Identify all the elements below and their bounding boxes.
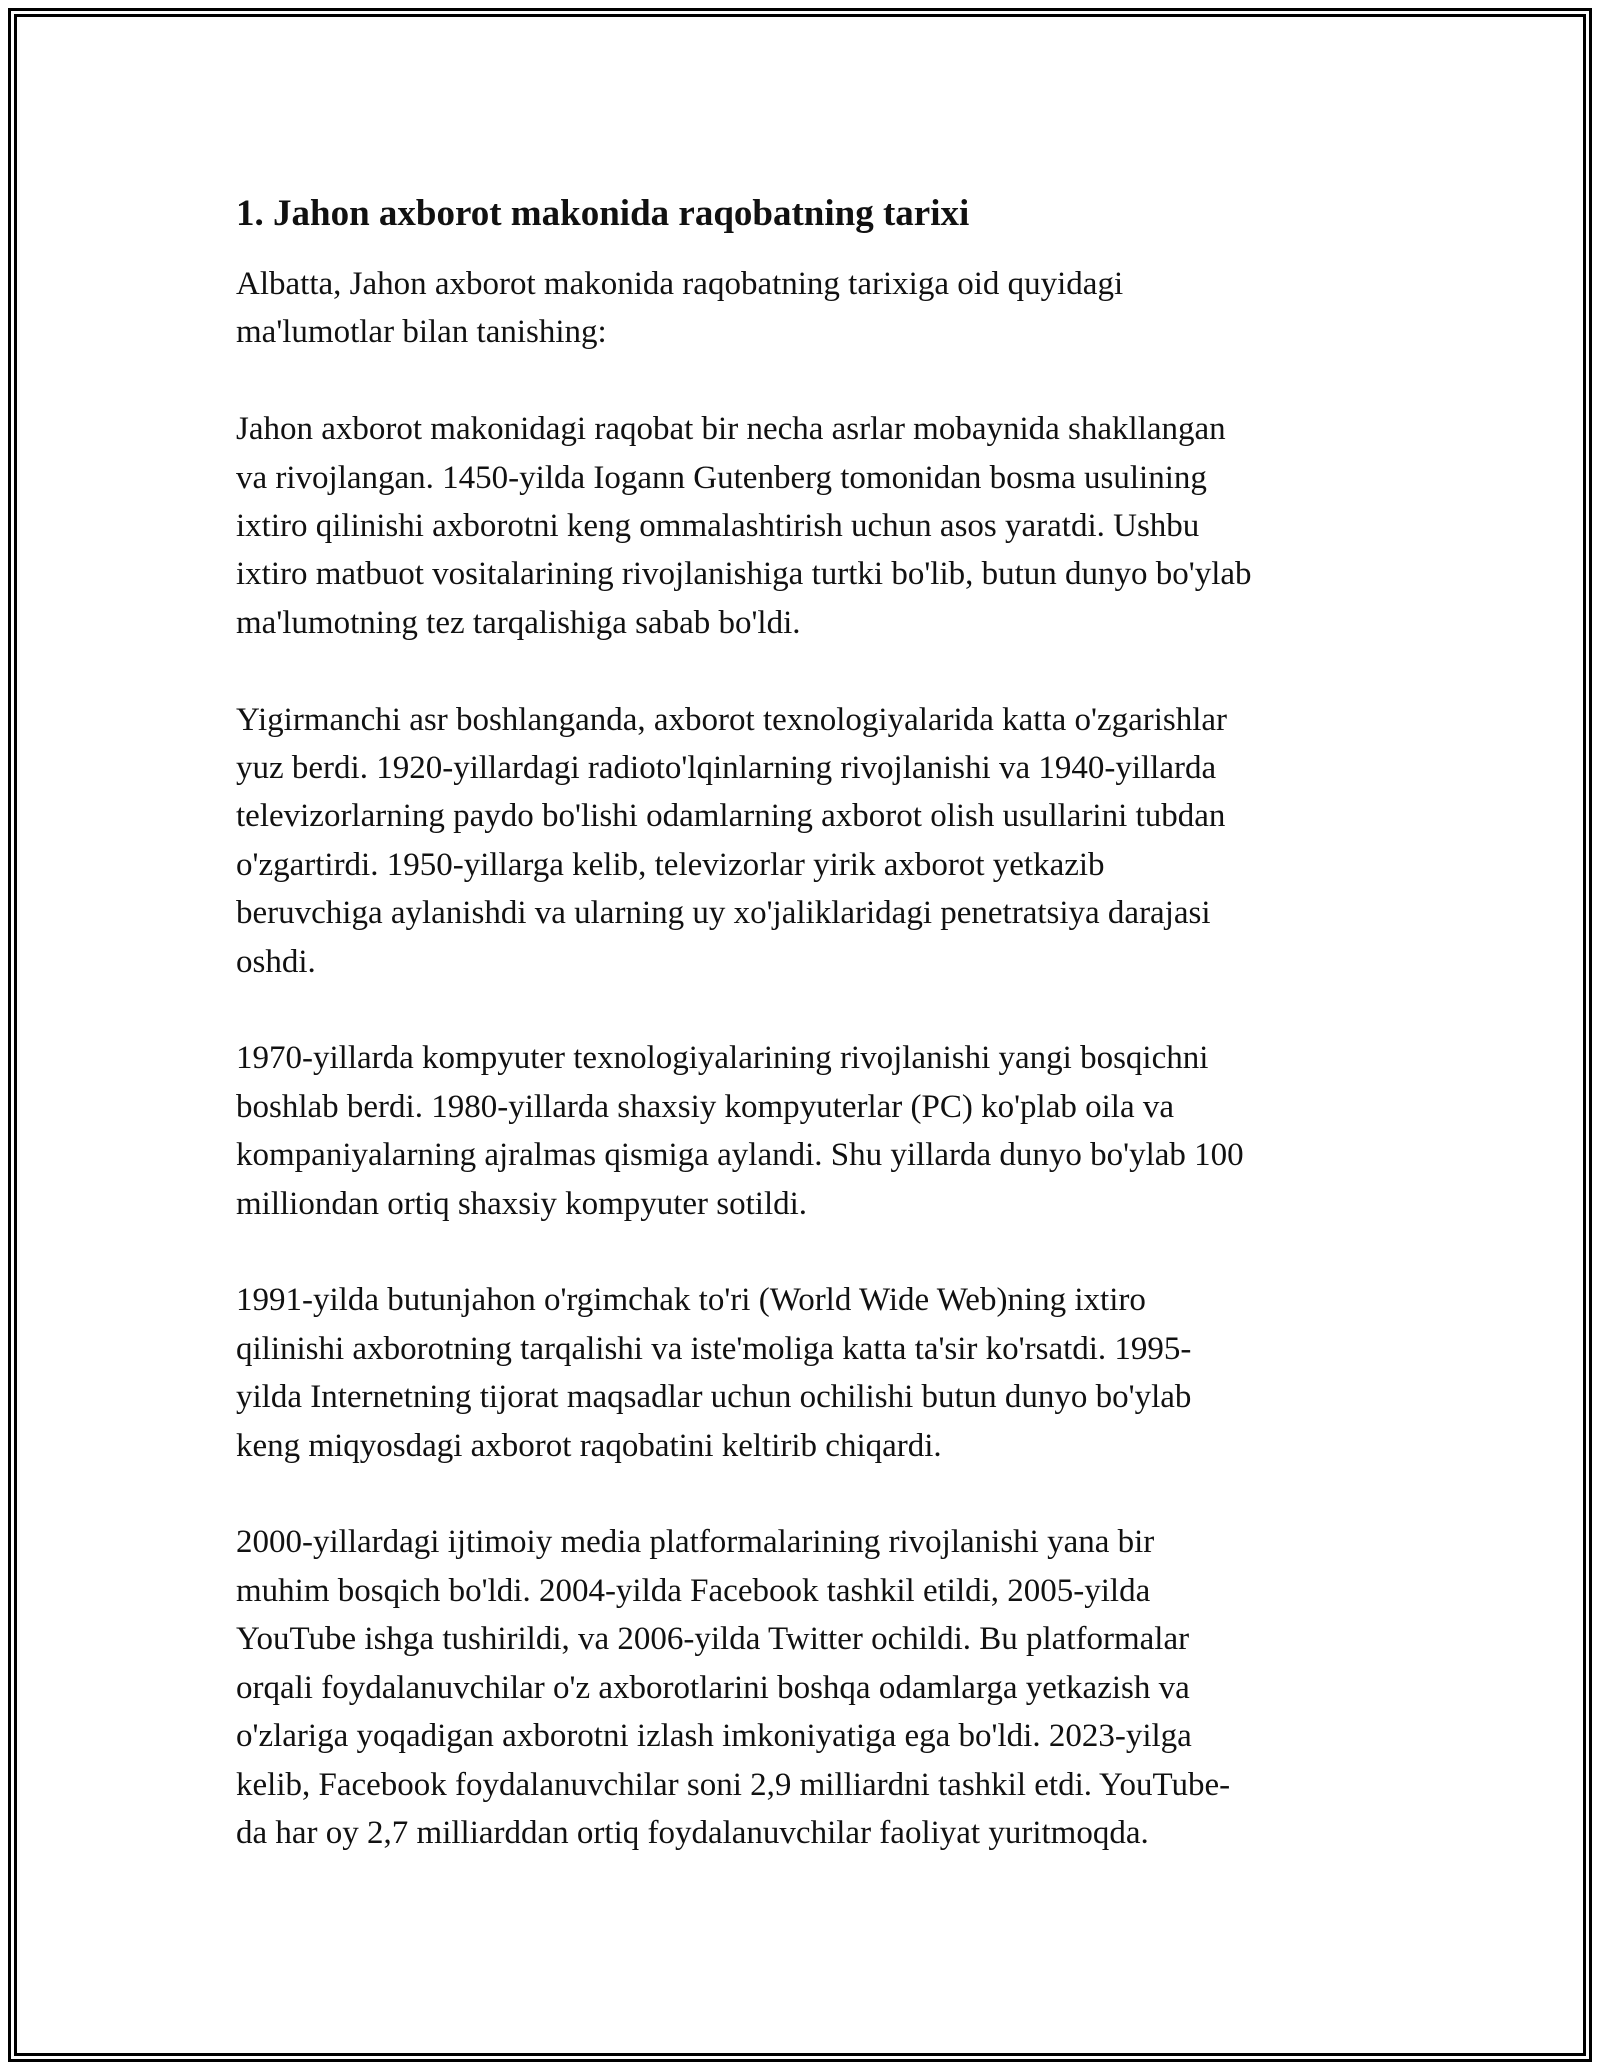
paragraph-gutenberg: Jahon axborot makonidagi raqobat bir necha asrlar mobaynida shakllangan va rivojlangan. 1450-yilda Iogann Gutenberg tomonidan bosma usulining ixtiro qilinishi axborotni keng ommalashtirish uchun asos yaratdi. Ushbu ixtiro matbuot vositalarining rivojlanishiga turtki bo'lib, butun dunyo bo'ylab ma'lumotning tez tarqalishiga sabab bo'ldi. [236,411,1252,641]
paragraph-world-wide-web: 1991-yilda butunjahon o'rgimchak to'ri (World Wide Web)ning ixtiro qilinishi axborotning tarqalishi va iste'moliga katta ta'sir ko'rsatdi. 1995- yilda Internetning tijorat maqsadlar uchun ochilishi butun dunyo bo'ylab keng miqyosdagi axborot raqobatini keltirib chiqardi. [236,1282,1192,1464]
document-title: 1. Jahon axborot makonida raqobatning tarixi [236,193,970,234]
paragraph-intro: Albatta, Jahon axborot makonida raqobatning tarixiga oid quyidagi ma'lumotlar bilan tanishing: [236,266,1124,351]
document-body [236,190,1376,1906]
paragraph-social-media: 2000-yillardagi ijtimoiy media platformalarining rivojlanishi yana bir muhim bosqich bo'ldi. 2004-yilda Facebook tashkil etildi, 2005-yilda YouTube ishga tushirildi, va 2006-yilda Twitter ochildi. Bu platformalar orqali foydalanuvchilar o'z axborotlarini boshqa odamlarga yetkazish va o'zlariga yoqadigan axborotni izlash imkoniyatiga ega bo'ldi. 2023-yilga kelib, Facebook foydalanuvchilar soni 2,9 milliardni tashkil etdi. YouTube- da har oy 2,7 milliarddan ortiq foydalanuvchilar faoliyat yuritmoqda. [236,1524,1231,1851]
paragraph-computers: 1970-yillarda kompyuter texnologiyalarining rivojlanishi yangi bosqichni boshlab berdi. 1980-yillarda shaxsiy kompyuterlar (PC) ko'plab oila va kompaniyalarning ajralmas qismiga aylandi. Shu yillarda dunyo bo'ylab 100 milliondan ortiq shaxsiy kompyuter sotildi. [236,1040,1244,1222]
paragraph-twentieth-century: Yigirmanchi asr boshlanganda, axborot texnologiyalarida katta o'zgarishlar yuz berdi. 1920-yillardagi radioto'lqinlarning rivojlanishi va 1940-yillarda televizorlarning paydo bo'lishi odamlarning axborot olish usullarini tubdan o'zgartirdi. 1950-yillarga kelib, televizorlar yirik axborot yetkazib beruvchiga aylanishdi va ularning uy xo'jaliklaridagi penetratsiya darajasi oshdi. [236,701,1228,980]
